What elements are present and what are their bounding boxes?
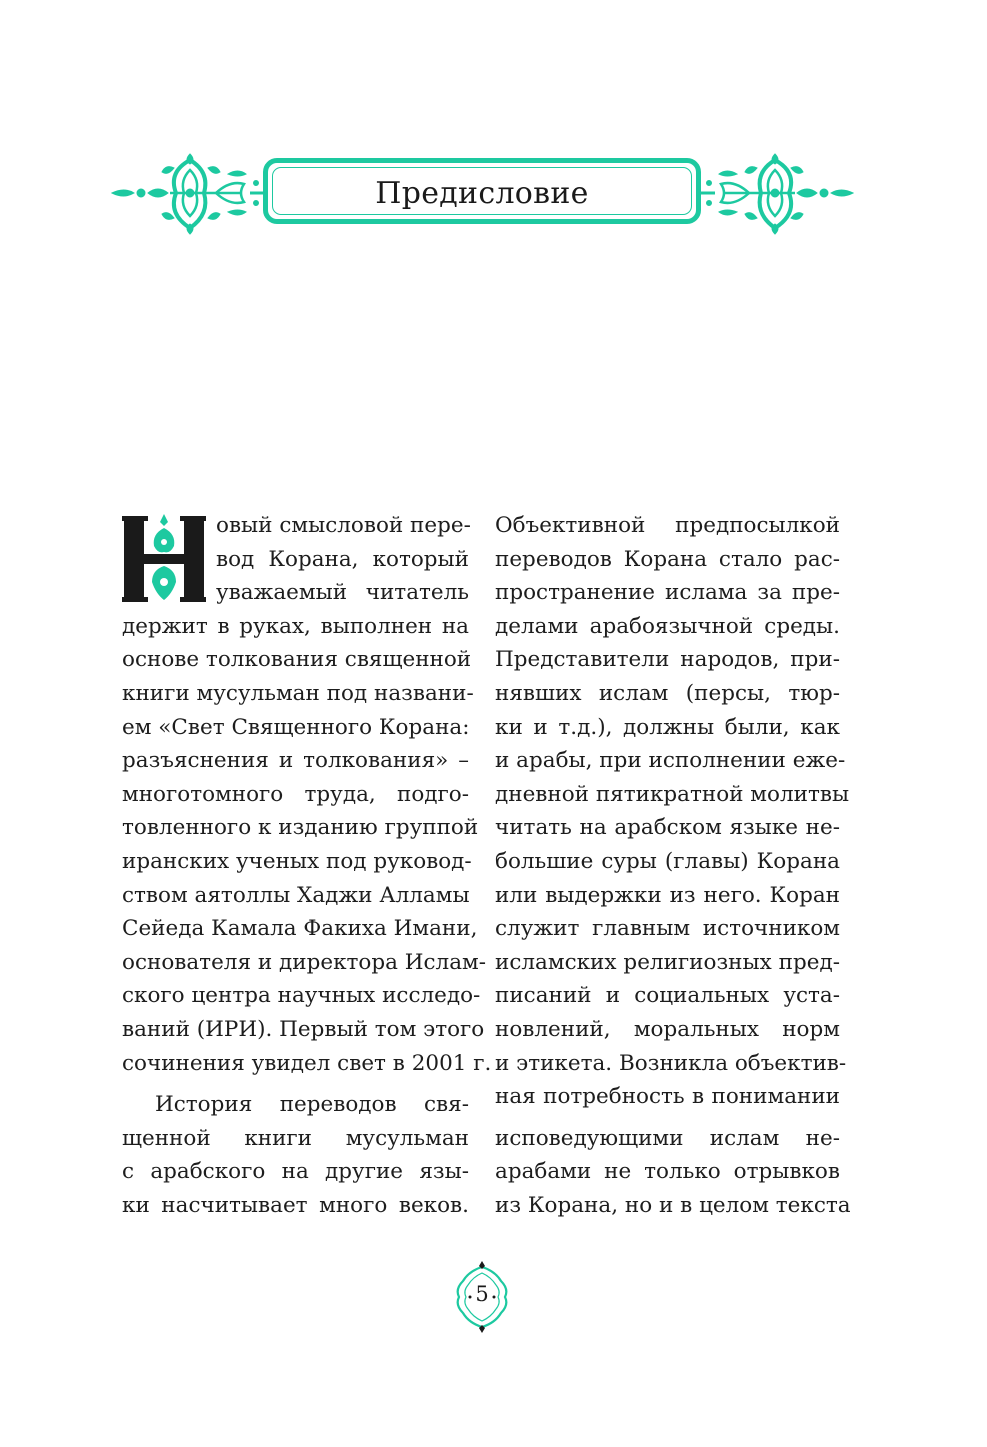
text-line: пространение ислама за пре-: [495, 580, 840, 606]
text-line: разъяснения и толкования» –: [122, 748, 469, 774]
text-line: писаний и социальных уста-: [495, 983, 840, 1009]
text-line: Представители народов, при-: [495, 647, 840, 673]
text-line: служит главным источником: [495, 916, 840, 942]
text-line: делами арабоязычной среды.: [495, 613, 840, 639]
text-line: ки насчитывает много веков.: [122, 1192, 469, 1218]
left-text-column: [122, 509, 492, 1222]
text-line: переводов Корана стало рас-: [495, 546, 840, 572]
text-line: Сейеда Камала Факиха Имани,: [122, 916, 478, 942]
text-line: из Корана, но и в целом текста: [495, 1192, 851, 1218]
text-line: читать на арабском языке не-: [495, 815, 840, 841]
text-line: новлений, моральных норм: [495, 1016, 840, 1042]
text-line: основе толкования священной: [122, 647, 472, 673]
text-line: книги мусульман под названи-: [122, 680, 474, 706]
text-line: ки и т.д.), должны были, как: [495, 714, 840, 740]
text-line: основателя и директора Ислам-: [122, 949, 487, 975]
page-title: Предисловие: [375, 176, 589, 211]
text-line: ная потребность в понимании: [495, 1084, 840, 1110]
text-line: нявших ислам (персы, тюр-: [495, 680, 840, 706]
page-number-badge: [451, 1261, 513, 1333]
left-arabesque-ornament-icon: [110, 150, 270, 240]
text-line: История переводов свя-: [155, 1092, 469, 1118]
title-banner: [110, 150, 855, 240]
right-arabesque-ornament-icon: [695, 150, 855, 240]
title-frame: [263, 158, 701, 224]
text-line: иранских ученых под руковод-: [122, 848, 472, 874]
text-line: ваний (ИРИ). Первый том этого: [122, 1016, 485, 1042]
text-line: исповедующими ислам не-: [495, 1125, 840, 1151]
text-line: щенной книги мусульман: [122, 1125, 469, 1151]
text-line: исламских религиозных пред-: [495, 949, 840, 975]
text-line: товленного к изданию группой: [122, 815, 479, 841]
text-line: Объективной предпосылкой: [495, 513, 840, 538]
text-line: с арабского на другие язы-: [122, 1159, 469, 1185]
text-line: овый смысловой пере-: [216, 513, 471, 538]
text-line: уважаемый читатель: [216, 580, 469, 606]
text-line: и арабы, при исполнении еже-: [495, 748, 846, 774]
text-line: ем «Свет Священного Корана:: [122, 714, 470, 740]
text-line: держит в руках, выполнен на: [122, 613, 469, 639]
right-text-column: [495, 509, 851, 1222]
page-number: 5: [475, 1282, 489, 1306]
text-line: многотомного труда, подго-: [122, 781, 469, 807]
text-line: арабами не только отрывков: [495, 1159, 840, 1185]
text-line: сочинения увидел свет в 2001 г.: [122, 1050, 492, 1076]
text-line: вод Корана, который: [216, 546, 469, 572]
text-line: дневной пятикратной молитвы: [495, 781, 850, 807]
text-line: и этикета. Возникла объектив-: [495, 1050, 847, 1076]
text-line: большие суры (главы) Корана: [495, 848, 840, 874]
text-line: ством аятоллы Хаджи Алламы: [122, 882, 470, 908]
text-line: или выдержки из него. Коран: [495, 882, 840, 908]
text-line: ского центра научных исследо-: [122, 983, 481, 1009]
